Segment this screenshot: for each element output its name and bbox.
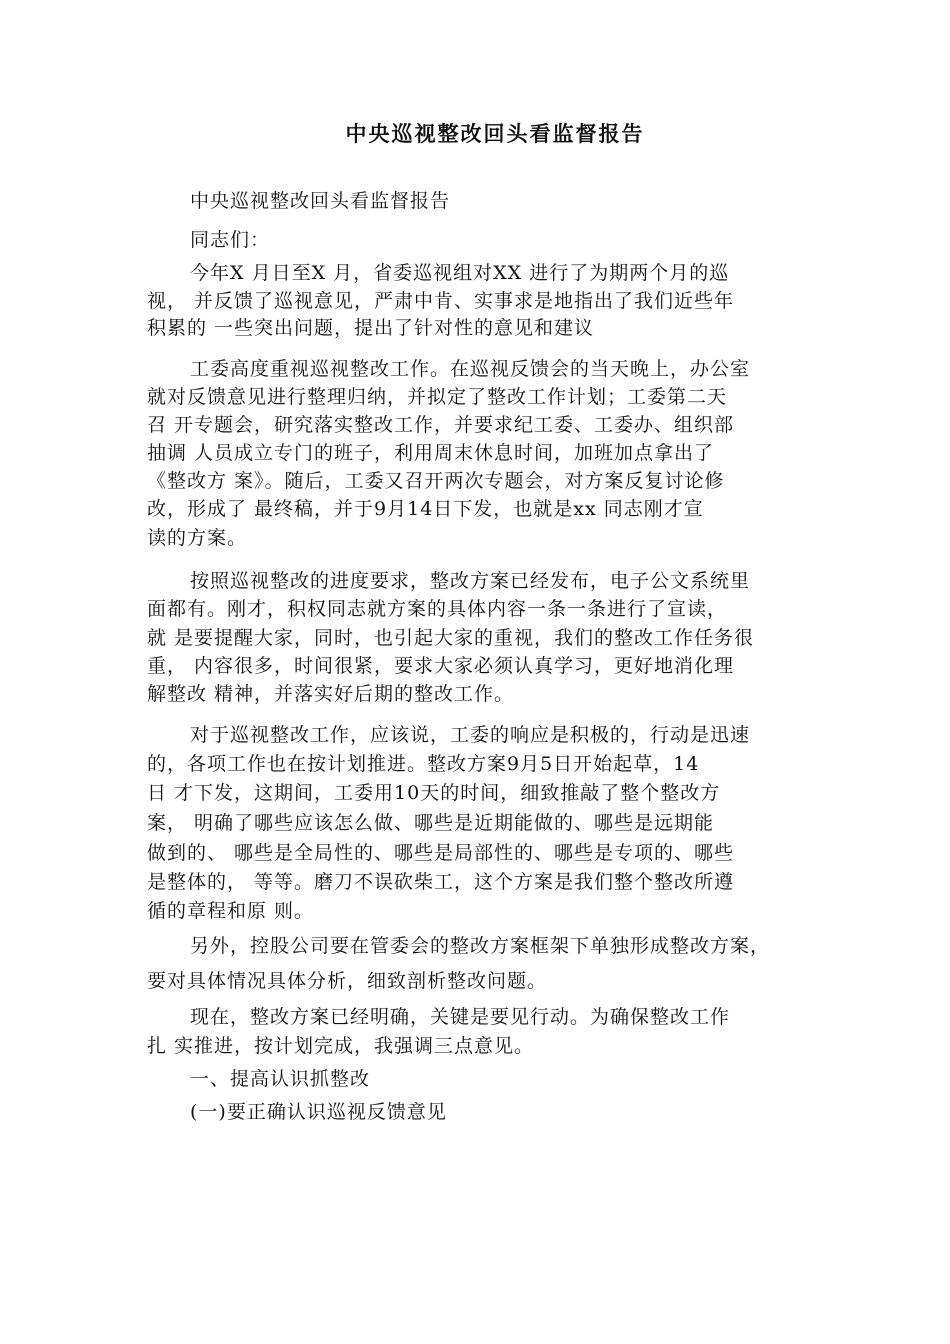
body-line: 积累的 一些突出问题，提出了针对性的意见和建议: [147, 317, 595, 339]
body-line: 循的章程和原 则。: [147, 900, 315, 922]
body-line: 《整改方 案》。随后，工委又召开两次专题会，对方案反复讨论修: [147, 470, 725, 492]
body-line: 改，形成了 最终稿，并于9月14日下发，也就是xx 同志刚才宣: [147, 498, 704, 520]
body-line: 案， 明确了哪些应该怎么做、哪些是近期能做的、哪些是远期能: [147, 812, 715, 834]
body-line: 工委高度重视巡视整改工作。在巡视反馈会的当天晚上，办公室: [190, 358, 751, 380]
body-line: 的，各项工作也在按计划推进。整改方案9月5日开始起草，14: [147, 753, 700, 775]
body-line: 解整改 精神，并落实好后期的整改工作。: [147, 683, 515, 705]
body-line: 就 是要提醒大家，同时，也引起大家的重视，我们的整改工作任务很: [147, 627, 755, 649]
body-line: 要对具体情况具体分析，细致剖析整改问题。: [147, 970, 548, 992]
body-line: 扎 实推进，按计划完成，我强调三点意见。: [147, 1035, 535, 1057]
body-line: 视， 并反馈了巡视意见，严肃中肯、实事求是地指出了我们近些年: [147, 290, 735, 312]
body-line: 抽调 人员成立专门的班子，利用周末休息时间，加班加点拿出了: [147, 442, 715, 464]
body-line: 读的方案。: [147, 527, 248, 549]
body-line: 日 才下发，这期间，工委用10天的时间，细致推敲了整个整改方: [147, 782, 721, 804]
body-line: 重， 内容很多，时间很紧，要求大家必须认真学习，更好地消化理: [147, 655, 735, 677]
body-line: 按照巡视整改的进度要求，整改方案已经发布，电子公文系统里: [190, 570, 751, 592]
body-line: 面都有。刚才，积权同志就方案的具体内容一条一条进行了宣读，: [147, 598, 728, 620]
body-line: 对于巡视整改工作，应该说，工委的响应是积极的，行动是迅速: [190, 724, 751, 746]
body-line: 另外，控股公司要在管委会的整改方案框架下单独形成整改方案，: [190, 935, 771, 957]
document-title: 中央巡视整改回头看监督报告: [345, 122, 645, 146]
body-line: 今年X 月日至X 月，省委巡视组对XX 进行了为期两个月的巡: [190, 262, 730, 284]
body-line-salutation: 同志们：: [190, 229, 271, 251]
body-line: 就对反馈意见进行整理归纳，并拟定了整改工作计划；工委第二天: [147, 386, 728, 408]
subsection-heading: (一)要正确认识巡视反馈意见: [190, 1101, 447, 1123]
body-line: 做到的、 哪些是全局性的、哪些是局部性的、哪些是专项的、哪些: [147, 842, 735, 864]
section-heading: 一、提高认识抓整改: [190, 1068, 371, 1090]
body-line-subtitle: 中央巡视整改回头看监督报告: [190, 190, 451, 212]
body-line: 现在，整改方案已经明确，关键是要见行动。为确保整改工作: [190, 1006, 731, 1028]
body-line: 是整体的， 等等。磨刀不误砍柴工，这个方案是我们整个整改所遵: [147, 871, 735, 893]
body-line: 召 开专题会，研究落实整改工作，并要求纪工委、工委办、组织部: [147, 414, 735, 436]
